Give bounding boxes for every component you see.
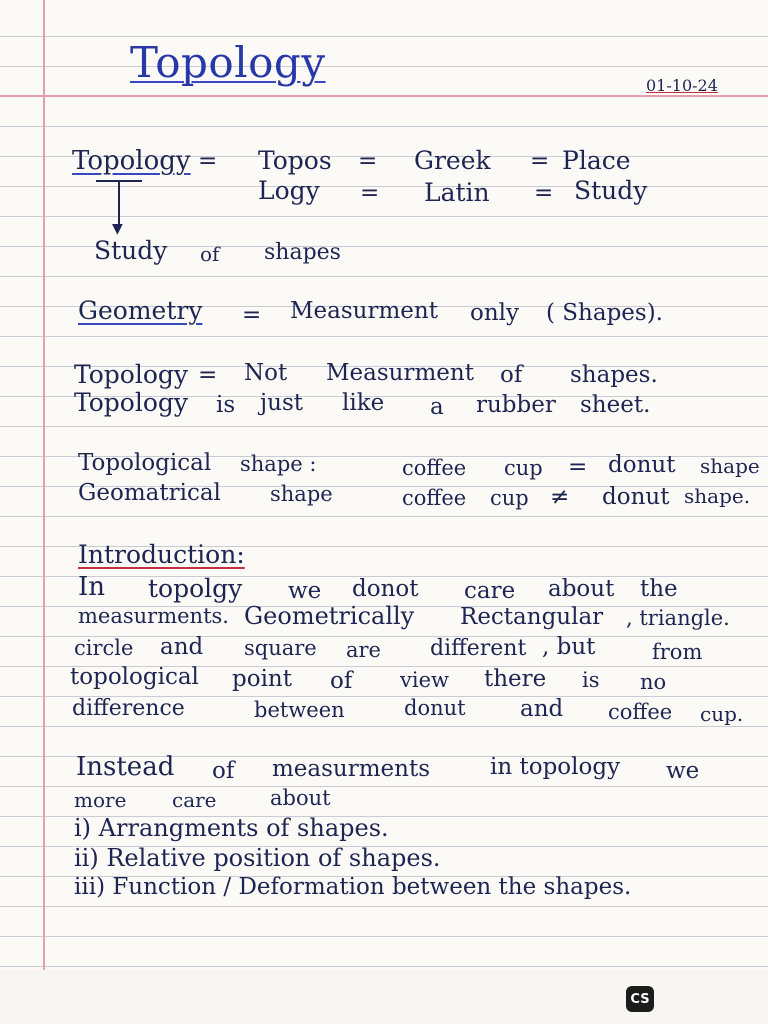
etym-eq2-2: =	[534, 180, 554, 206]
shapes-1-4: =	[568, 454, 588, 480]
geometry-eq: =	[242, 302, 262, 328]
instead-1-3: in topology	[490, 754, 621, 780]
etym-lang-2: Latin	[424, 178, 490, 207]
intro-3-6: from	[652, 640, 703, 664]
header-line	[0, 95, 768, 97]
list-item-1: i) Arrangments of shapes.	[74, 814, 389, 842]
date: 01-10-24	[646, 76, 718, 95]
instead-2-1: care	[172, 788, 217, 812]
geometry-def-2: only	[470, 300, 520, 326]
list-item-3: iii) Function / Deformation between the shapes.	[74, 874, 632, 900]
intro-5-5: cup.	[700, 702, 744, 726]
shapes-1-0: Topological	[78, 450, 212, 476]
shapes-2-6: shape.	[684, 484, 751, 508]
instead-1-4: we	[666, 758, 700, 784]
intro-1-2: we	[288, 578, 322, 604]
topo-def-1-1: =	[198, 362, 218, 388]
intro-5-2: donut	[404, 696, 466, 720]
intro-2-3: , triangle.	[626, 606, 730, 630]
intro-1-5: about	[548, 576, 615, 602]
intro-4-2: of	[330, 668, 353, 694]
intro-2-0: measurments.	[78, 604, 229, 628]
topo-def-1-3: Measurment	[326, 360, 474, 386]
shapes-2-3: cup	[490, 486, 529, 510]
result-word-3: shapes	[264, 240, 341, 265]
topo-def-2-2: just	[260, 390, 303, 416]
intro-1-4: care	[464, 578, 516, 604]
result-word-1: Study	[94, 236, 168, 265]
geometry-term: Geometry	[78, 296, 203, 325]
topo-def-2-5: rubber	[476, 392, 556, 418]
intro-4-4: there	[484, 666, 547, 692]
intro-3-5: , but	[542, 634, 596, 660]
etym-term: Topology	[72, 146, 191, 176]
topo-def-2-6: sheet.	[580, 392, 651, 418]
shapes-1-6: shape	[700, 454, 760, 478]
geometry-def-1: Measurment	[290, 298, 438, 324]
shapes-2-4: ≠	[550, 484, 570, 510]
shapes-1-3: cup	[504, 456, 543, 480]
intro-4-5: is	[582, 668, 600, 692]
result-word-2: of	[200, 242, 220, 266]
intro-2-1: Geometrically	[244, 602, 415, 630]
instead-1-1: of	[212, 758, 235, 784]
etym-eq: =	[198, 148, 218, 174]
camscanner-logo: CS	[626, 986, 654, 1012]
etym-word-2: Logy	[258, 176, 320, 205]
topo-def-1-0: Topology	[74, 360, 189, 389]
etym-eq-1: =	[358, 148, 378, 174]
page-title: Topology	[130, 38, 326, 87]
margin-line	[43, 0, 45, 970]
instead-2-0: more	[74, 788, 127, 812]
intro-3-1: and	[160, 634, 204, 660]
topo-def-1-2: Not	[244, 360, 288, 386]
intro-4-0: topological	[70, 664, 199, 690]
shapes-2-0: Geomatrical	[78, 480, 221, 506]
intro-3-3: are	[346, 638, 381, 662]
intro-4-1: point	[232, 666, 292, 692]
intro-5-3: and	[520, 696, 564, 722]
intro-4-6: no	[640, 670, 667, 694]
topo-def-2-0: Topology	[74, 388, 189, 417]
intro-3-2: square	[244, 636, 317, 660]
intro-1-3: donot	[352, 576, 419, 602]
intro-5-1: between	[254, 698, 345, 722]
topo-def-1-4: of	[500, 362, 523, 388]
shapes-1-2: coffee	[402, 456, 467, 480]
intro-5-0: difference	[72, 696, 185, 721]
etym-word-1: Topos	[258, 146, 332, 175]
shapes-2-1: shape	[270, 482, 333, 506]
instead-1-2: measurments	[272, 756, 431, 782]
topo-def-2-4: a	[430, 394, 444, 420]
topo-def-1-5: shapes.	[570, 362, 658, 388]
intro-heading: Introduction:	[78, 540, 245, 569]
instead-1-0: Instead	[76, 752, 175, 782]
intro-3-4: different	[430, 636, 527, 661]
intro-4-3: view	[400, 668, 449, 692]
list-item-2: ii) Relative position of shapes.	[74, 844, 441, 872]
shapes-1-1: shape :	[240, 452, 317, 476]
intro-1-0: In	[78, 572, 106, 602]
etym-eq2-1: =	[530, 148, 550, 174]
geometry-def-3: ( Shapes).	[546, 300, 663, 326]
intro-2-2: Rectangular	[460, 604, 604, 630]
shapes-2-2: coffee	[402, 486, 467, 510]
instead-2-2: about	[270, 786, 331, 810]
etym-lang-1: Greek	[414, 146, 491, 175]
arrow-down-icon: ▼	[112, 221, 123, 237]
topo-def-2-3: like	[342, 390, 385, 416]
intro-1-1: topolgy	[148, 574, 243, 603]
shapes-2-5: donut	[602, 484, 670, 510]
intro-5-4: coffee	[608, 700, 673, 724]
etym-eq-2: =	[360, 180, 380, 206]
intro-1-6: the	[640, 576, 678, 602]
intro-3-0: circle	[74, 636, 134, 660]
topo-def-2-1: is	[216, 392, 236, 418]
etym-meaning-2: Study	[574, 176, 648, 205]
shapes-1-5: donut	[608, 452, 676, 478]
etym-meaning-1: Place	[562, 146, 631, 175]
